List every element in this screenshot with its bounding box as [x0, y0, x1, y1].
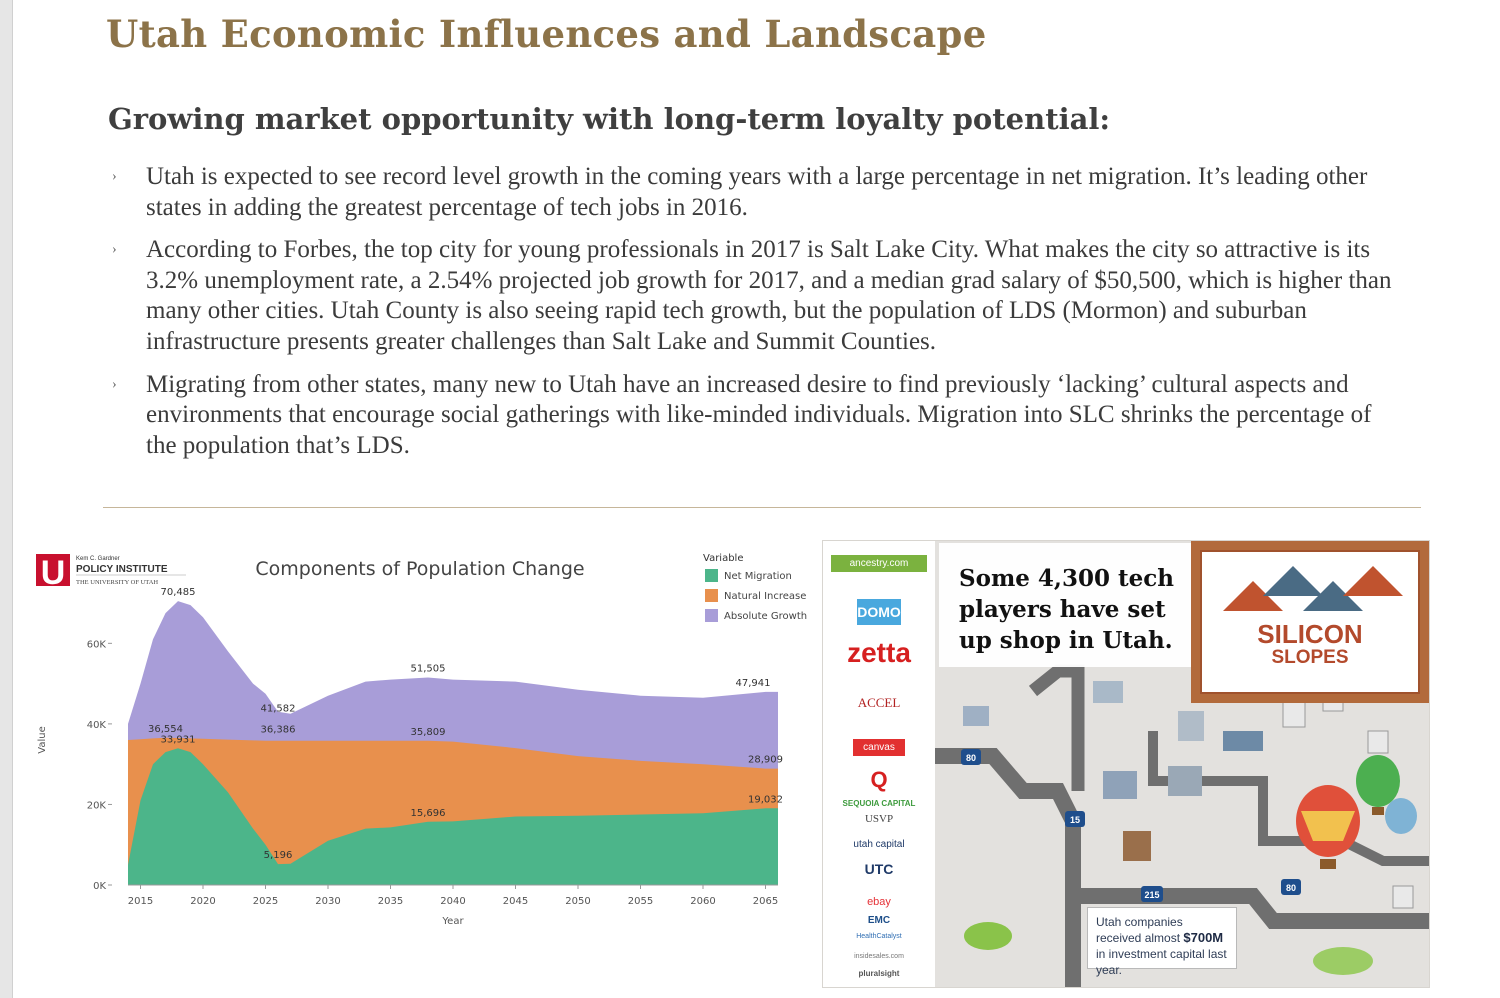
- y-tick-label: 20K: [86, 800, 106, 812]
- institute-name-line2: POLICY INSTITUTE: [76, 564, 168, 575]
- highway-shield-icon: [1281, 879, 1301, 895]
- x-tick-label: 2015: [127, 896, 154, 907]
- building-icon: [1168, 766, 1202, 796]
- bullet-item: [108, 370, 1398, 462]
- x-tick-label: 2060: [690, 896, 716, 907]
- x-tick-label: 2025: [252, 896, 279, 907]
- institute-name-line1: Kem C. Gardner: [76, 556, 120, 562]
- highway-shield-icon: [961, 749, 981, 765]
- logo-utc: UTC: [864, 861, 894, 877]
- left-edge-rule: [0, 0, 13, 998]
- bullet-item: [108, 235, 1398, 357]
- billboard-icon: [1393, 886, 1413, 908]
- legend-label: Net Migration: [724, 571, 792, 582]
- investment-callout: Utah companies received almost $700M in investment capital last year.: [1087, 907, 1237, 969]
- legend-label: Absolute Growth: [724, 611, 808, 622]
- plot-areas: [128, 601, 778, 885]
- logo-zetta: zetta: [847, 637, 911, 668]
- building-icon: [1093, 681, 1123, 703]
- bullet-text: Migrating from other states, many new to Utah have an increased desire to find previously ‘lacking’ cultural aspects and environments that encourage social gatherings with like-minded individuals. Migration into SLC shrinks the percentage of the population that’s LDS.: [146, 370, 1372, 459]
- data-label: 5,196: [263, 850, 293, 862]
- section-divider: [103, 507, 1421, 508]
- bullet-text: Utah is expected to see record level growth in the coming years with a large percentage in net migration. It’s leading other states in adding the greatest percentage of tech jobs in 2016.: [146, 163, 1368, 221]
- building-icon: [963, 706, 989, 726]
- bullet-item: [108, 162, 1398, 223]
- logo-canvas: canvas: [853, 739, 905, 756]
- y-tick-label: 0K: [93, 881, 106, 892]
- logo-accel: ACCEL: [857, 695, 901, 710]
- silicon-slopes-map: [822, 540, 1430, 988]
- company-logo-strip: [823, 541, 935, 987]
- svg-text:80: 80: [965, 753, 977, 763]
- x-tick-label: 2035: [377, 896, 404, 907]
- bullet-arrow-icon: ›: [112, 376, 117, 392]
- legend-swatch: [705, 609, 718, 622]
- building-icon: [1178, 711, 1204, 741]
- bullet-arrow-icon: ›: [112, 242, 117, 258]
- x-tick-label: 2065: [752, 896, 779, 907]
- logo-pluralsight: pluralsight: [858, 969, 900, 978]
- logo-ebay: ebay: [867, 896, 891, 908]
- population-chart: [20, 540, 820, 925]
- logo-healthcatalyst: HealthCatalyst: [856, 933, 902, 940]
- y-tick-label: 60K: [86, 639, 106, 651]
- highway-shield-icon: [1065, 811, 1085, 827]
- x-tick-label: 2030: [315, 896, 341, 907]
- balloon-basket: [1372, 807, 1384, 815]
- logo-qualtrics: Q: [870, 767, 888, 792]
- building-icon: [1103, 771, 1137, 799]
- logo-emc: EMC: [867, 915, 891, 926]
- logo-domo: DOMO: [857, 599, 901, 625]
- legend-title: Variable: [703, 553, 744, 564]
- logo-utah-capital: utah capital: [853, 839, 905, 850]
- u-logo-letter: U: [40, 554, 66, 592]
- x-tick-label: 2055: [627, 896, 654, 907]
- logo-sequoia: SEQUOIA CAPITAL: [842, 799, 916, 808]
- billboard-icon: [1368, 731, 1388, 753]
- brand-name-bottom: SLOPES: [1271, 647, 1349, 668]
- legend-label: Natural Increase: [724, 591, 807, 602]
- y-tick-label: 40K: [86, 719, 106, 731]
- data-label: 47,941: [735, 677, 771, 689]
- bullet-text: According to Forbes, the top city for young professionals in 2017 is Salt Lake City. What makes the city so attractive is its 3.2% unemployment rate, a 2.54% projected job growth for 2017, and a median grad salary of $50,500, which is higher than many other cities. Utah County is also seeing rapid tech growth, but the population of LDS (Mormon) and suburban infrastructure presents greater challenges than Salt Lake and Summit Counties.: [146, 236, 1392, 355]
- logo-insidesales: insidesales.com: [854, 953, 904, 960]
- svg-text:15: 15: [1069, 815, 1081, 825]
- hot-air-balloon-icon: [1385, 798, 1417, 834]
- chart-legend: [703, 553, 807, 622]
- brand-name-top: SILICON: [1257, 619, 1363, 649]
- hot-air-balloon-icon: [1356, 755, 1400, 807]
- data-label: 15,696: [410, 807, 446, 819]
- population-chart-panel: [20, 540, 820, 925]
- building-icon: [1223, 731, 1263, 751]
- tech-players-callout: Some 4,300 tech players have set up shop in Utah.: [939, 543, 1191, 667]
- svg-text:215: 215: [1144, 890, 1160, 900]
- x-tick-label: 2050: [565, 896, 591, 907]
- legend-swatch: [705, 589, 718, 602]
- chart-title: Components of Population Change: [255, 558, 585, 580]
- data-label: 35,809: [410, 726, 446, 738]
- data-label: 36,554: [148, 723, 183, 735]
- billboard-icon: [1283, 701, 1305, 727]
- x-tick-label: 2020: [190, 896, 216, 907]
- x-tick-label: 2040: [440, 896, 466, 907]
- y-axis-label: Value: [37, 726, 48, 754]
- logo-ancestry: ancestry.com: [831, 555, 927, 572]
- logo-usvp: USVP: [864, 813, 894, 825]
- building-icon: [1123, 831, 1151, 861]
- page-subtitle: Growing market opportunity with long-term loyalty potential:: [108, 102, 1111, 136]
- data-label: 51,505: [410, 663, 446, 675]
- legend-swatch: [705, 569, 718, 582]
- bullet-arrow-icon: ›: [112, 169, 117, 184]
- park-icon: [964, 922, 1012, 950]
- svg-text:80: 80: [1285, 883, 1297, 893]
- page-title: Utah Economic Influences and Landscape: [106, 12, 987, 56]
- balloon-basket: [1320, 859, 1336, 869]
- x-axis-label: Year: [442, 916, 464, 925]
- data-label: 36,386: [260, 724, 296, 736]
- highway-shield-icon: [1141, 886, 1163, 902]
- data-label: 28,909: [748, 754, 783, 766]
- data-label: 19,032: [748, 794, 783, 806]
- institute-name-line3: THE UNIVERSITY OF UTAH: [76, 579, 159, 586]
- park-icon: [1313, 947, 1373, 975]
- data-label: 33,931: [160, 734, 196, 746]
- data-label: 41,582: [260, 703, 296, 715]
- bullet-list: [108, 162, 1398, 473]
- data-label: 70,485: [160, 587, 196, 599]
- x-tick-label: 2045: [502, 896, 529, 907]
